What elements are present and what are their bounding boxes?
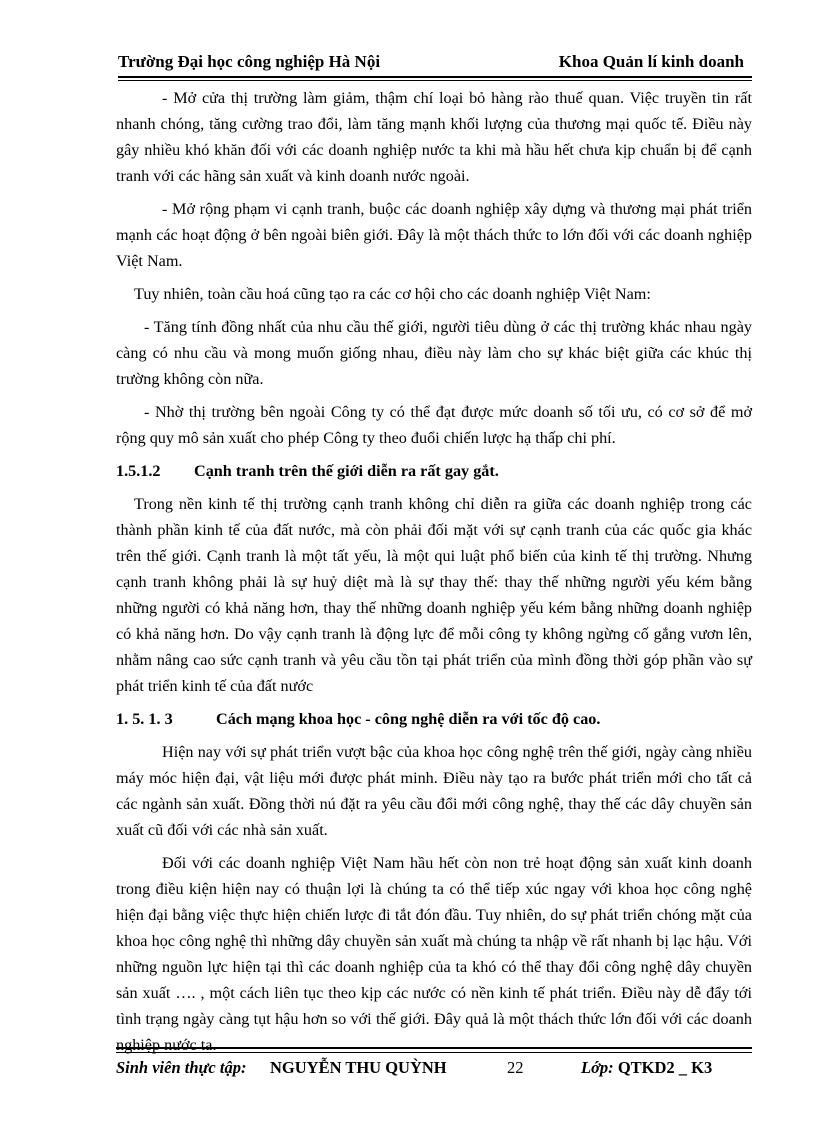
page-footer: [116, 1047, 752, 1081]
paragraph-7: Hiện nay với sự phát triển vượt bậc của khoa học công nghệ trên thế giới, ngày càng nhiều máy móc hiện đại, vật liệu mới được phát minh. Điều này tạo ra bước phát triển mới cho tất cả các ngành sản xuất. Đồng thời nú đặt ra yêu cầu đổi mới công nghệ, thay thế các dây chuyền sản xuất cũ đối với các nhà sản xuất.: [116, 743, 752, 839]
paragraph-1: - Mở cửa thị trường làm giảm, thậm chí loại bỏ hàng rào thuế quan. Việc truyền tin rất nhanh chóng, tăng cường trao đổi, làm tăng mạnh khối lượng của thương mại quốc tế. Điều này gây nhiều khó khăn đối với các doanh nghiệp nước ta khi mà hầu hết chưa kịp chuẩn bị để cạnh tranh với các hãng sản xuất và kinh doanh nước ngoài.: [116, 89, 752, 185]
section-title: Cạnh tranh trên thế giới diễn ra rất gay gắt.: [194, 462, 499, 480]
section-heading-1-5-1-2: [116, 458, 752, 484]
school-name: Trường Đại học công nghiệp Hà Nội: [118, 52, 381, 71]
paragraph-4: - Tăng tính đồng nhất của nhu cầu thế giới, người tiêu dùng ở các thị trường khác nhau ngày càng có nhu cầu và mong muốn giống nhau, điều này làm cho sự khác biệt giữa các khúc thị trường không còn nữa.: [116, 318, 752, 388]
section-heading-1-5-1-3: [116, 706, 752, 732]
section-title: Cách mạng khoa học - công nghệ diễn ra với tốc độ cao.: [216, 710, 601, 728]
paragraph-5: - Nhờ thị trường bên ngoài Công ty có thể đạt được mức doanh số tối ưu, có cơ sở để mở rộng quy mô sản xuất cho phép Công ty theo đuổi chiến lược hạ thấp chi phí.: [116, 403, 752, 447]
paragraph-3: Tuy nhiên, toàn cầu hoá cũng tạo ra các cơ hội cho các doanh nghiệp Việt Nam:: [134, 285, 651, 303]
document-body: [116, 85, 752, 1065]
paragraph-8: Đối với các doanh nghiệp Việt Nam hầu hết còn non trẻ hoạt động sản xuất kinh doanh trong điều kiện hiện nay có thuận lợi là chúng ta có thể tiếp xúc ngay với khoa học công nghệ hiện đại bằng việc thực hiện chiến lược đi tắt đón đầu. Tuy nhiên, do sự phát triển chóng mặt của khoa học công nghệ thì những dây chuyền sản xuất mà chúng ta nhập về rất nhanh bị lạc hậu. Với những nguồn lực hiện tại thì các doanh nghiệp của ta khó có thể thay đổi công nghệ dây chuyền sản xuất …. , một cách liên tục theo kịp các nước có nền kinh tế phát triển. Điều này dễ đẩy tới tình trạng ngày càng tụt hậu hơn so với thế giới. Đây quả là một thách thức lớn đối với các doanh nghiệp nước ta.: [116, 854, 752, 1054]
paragraph-2: - Mở rộng phạm vi cạnh tranh, buộc các doanh nghiệp xây dựng và thương mại phát triển mạnh các hoạt động ở bên ngoài biên giới. Đây là một thách thức to lớn đối với các doanh nghiệp Việt Nam.: [116, 200, 752, 270]
section-number: 1.5.1.2: [116, 462, 161, 480]
section-number: 1. 5. 1. 3: [116, 710, 173, 728]
faculty-name: Khoa Quản lí kinh doanh: [558, 52, 744, 71]
class-label: Lớp:: [581, 1058, 614, 1077]
class-value: QTKD2 _ K3: [617, 1058, 713, 1077]
class-info: [581, 1058, 712, 1078]
student-name: NGUYỄN THU QUỲNH: [270, 1058, 447, 1077]
student-label: Sinh viên thực tập:: [116, 1058, 247, 1077]
page-number: 22: [507, 1058, 524, 1077]
paragraph-6: Trong nền kinh tế thị trường cạnh tranh không chỉ diễn ra giữa các doanh nghiệp trong các thành phần kinh tế của đất nước, mà còn phải đối mặt với sự cạnh tranh của các quốc gia khác trên thế giới. Cạnh tranh là một tất yếu, là một qui luật phổ biến của kinh tế thị trường. Nhưng cạnh tranh không phải là sự huỷ diệt mà là sự thay thế: thay thế những người yếu kém bằng những người có khả năng hơn, thay thế những doanh nghiệp yếu kém bằng những doanh nghiệp có khả năng hơn. Do vậy cạnh tranh là động lực để mỗi công ty không ngừng cố gắng vươn lên, nhằm nâng cao sức cạnh tranh và yêu cầu tồn tại phát triển của mình đồng thời góp phần vào sự phát triển kinh tế của đất nước: [116, 495, 752, 695]
page-header: [118, 50, 752, 78]
